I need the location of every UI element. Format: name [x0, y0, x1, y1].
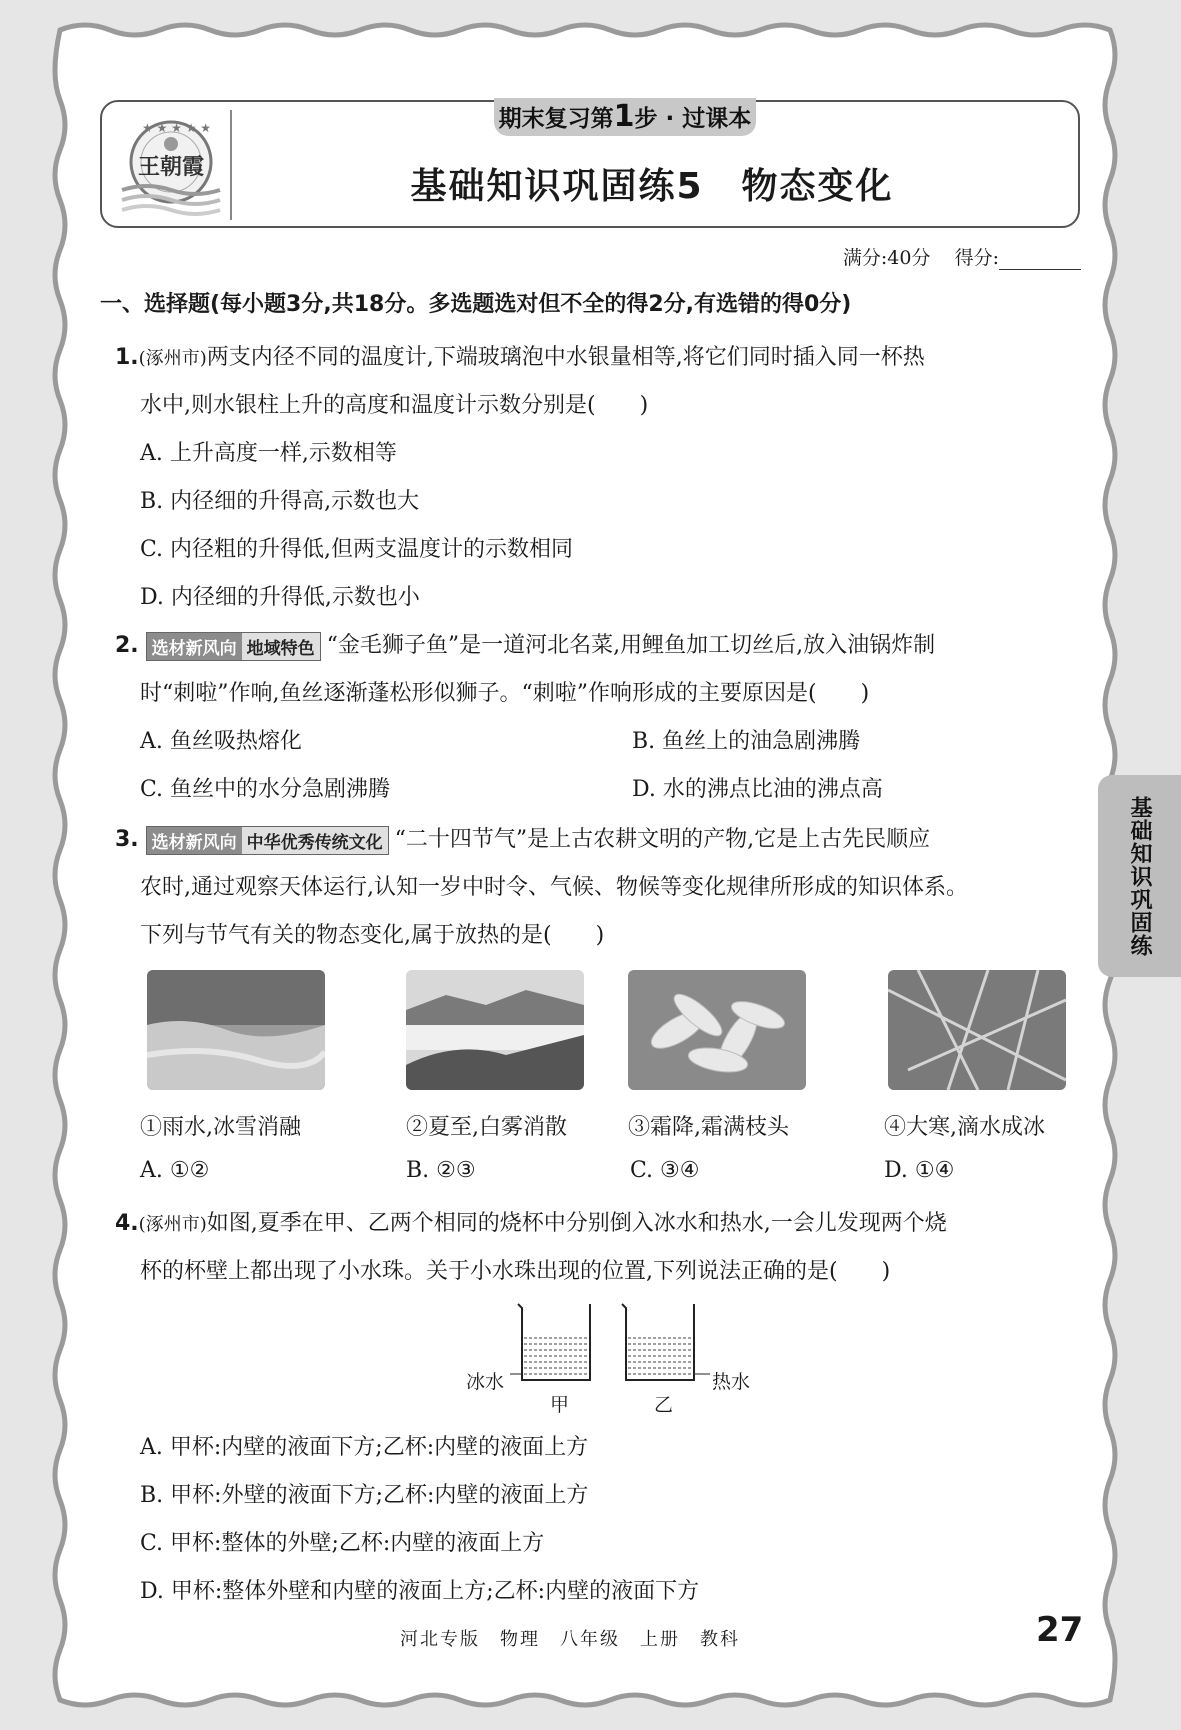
step-tab	[494, 98, 756, 136]
q1-text: 两支内径不同的温度计,下端玻璃泡中水银量相等,将它们同时插入同一杯热	[206, 345, 925, 370]
q1-option-a[interactable]: A. 上升高度一样,示数相等	[140, 441, 397, 466]
q3-option-d[interactable]: D. ①④	[884, 1158, 955, 1183]
q2-tag-secondary: 地域特色	[242, 633, 320, 660]
q3-tag-secondary: 中华优秀传统文化	[242, 827, 388, 854]
svg-text:王朝霞: 王朝霞	[137, 154, 205, 180]
score-blank[interactable]	[999, 251, 1081, 270]
score-line	[843, 243, 1081, 270]
q2-tag	[146, 632, 321, 661]
q3-tag	[146, 826, 389, 855]
q3-text: “二十四节气”是上古农耕文明的产物,它是上古先民顺应	[394, 827, 931, 852]
q1-source: (涿州市)	[138, 348, 207, 369]
step-suffix: 步 · 过课本	[634, 106, 752, 132]
full-score: 满分:40分	[842, 247, 931, 269]
q3-caption-1: ①雨水,冰雪消融	[140, 1115, 301, 1140]
q4-source: (涿州市)	[138, 1214, 207, 1235]
q4-line1	[115, 1206, 947, 1237]
q3-option-b[interactable]: B. ②③	[406, 1158, 476, 1183]
page-title: 基础知识巩固练5 物态变化	[410, 166, 894, 207]
q3-caption-3: ③霜降,霜满枝头	[628, 1115, 789, 1140]
q2-line2: 时“刺啦”作响,鱼丝逐渐蓬松形似狮子。“刺啦”作响形成的主要原因是( )	[140, 681, 870, 706]
q2-number: 2.	[115, 633, 139, 658]
q2-option-a[interactable]: A. 鱼丝吸热熔化	[140, 729, 302, 754]
page-number: 27	[1036, 1610, 1084, 1650]
q2-option-c[interactable]: C. 鱼丝中的水分急剧沸腾	[140, 777, 391, 802]
svg-text:★ ★ ★ ★ ★: ★ ★ ★ ★ ★	[142, 121, 212, 135]
q2-tag-primary: 选材新风向	[147, 633, 242, 660]
q3-line1	[115, 822, 930, 855]
q3-option-a[interactable]: A. ①②	[140, 1158, 210, 1183]
q1-option-d[interactable]: D. 内径细的升得低,示数也小	[140, 585, 420, 610]
q4-option-d[interactable]: D. 甲杯:整体外壁和内壁的液面上方;乙杯:内壁的液面下方	[140, 1579, 700, 1604]
q2-option-d[interactable]: D. 水的沸点比油的沸点高	[632, 777, 883, 802]
label-yi: 乙	[654, 1394, 674, 1416]
q2-line1	[115, 628, 935, 661]
q4-text: 如图,夏季在甲、乙两个相同的烧杯中分别倒入冰水和热水,一会儿发现两个烧	[206, 1211, 947, 1236]
q4-option-a[interactable]: A. 甲杯:内壁的液面下方;乙杯:内壁的液面上方	[140, 1435, 589, 1460]
q3-caption-2: ②夏至,白雾消散	[406, 1115, 567, 1140]
photo-icy-branches	[888, 970, 1066, 1090]
q3-number: 3.	[115, 827, 139, 852]
beaker-yi	[622, 1304, 694, 1380]
step-number: 1	[613, 99, 635, 134]
q3-tag-primary: 选材新风向	[147, 827, 242, 854]
section-heading: 一、选择题(每小题3分,共18分。多选题选对但不全的得2分,有选错的得0分)	[100, 292, 852, 317]
beaker-figure	[510, 1300, 710, 1385]
q2-option-b[interactable]: B. 鱼丝上的油急剧沸腾	[632, 729, 861, 754]
q1-line2: 水中,则水银柱上升的高度和温度计示数分别是( )	[140, 393, 649, 418]
header-box	[100, 100, 1080, 228]
label-jia: 甲	[550, 1394, 570, 1416]
q3-line2: 农时,通过观察天体运行,认知一岁中时令、气候、物候等变化规律所形成的知识体系。	[140, 875, 968, 900]
step-prefix: 期末复习第	[498, 106, 614, 132]
photo-ice-melting	[147, 970, 325, 1090]
q1-option-c[interactable]: C. 内径粗的升得低,但两支温度计的示数相同	[140, 537, 574, 562]
q4-option-c[interactable]: C. 甲杯:整体的外壁;乙杯:内壁的液面上方	[140, 1531, 545, 1556]
label-ice-water: 冰水	[466, 1371, 505, 1393]
footer-info: 河北专版 物理 八年级 上册 教科	[400, 1629, 740, 1650]
q1-number: 1.	[115, 345, 139, 370]
q4-number: 4.	[115, 1211, 139, 1236]
q2-text: “金毛狮子鱼”是一道河北名菜,用鲤鱼加工切丝后,放入油锅炸制	[326, 633, 936, 658]
q3-line3: 下列与节气有关的物态变化,属于放热的是( )	[140, 923, 605, 948]
got-score-label: 得分:	[954, 247, 999, 269]
label-hot-water: 热水	[712, 1371, 751, 1393]
q1-line1	[115, 340, 925, 371]
q1-option-b[interactable]: B. 内径细的升得高,示数也大	[140, 489, 420, 514]
q3-caption-4: ④大寒,滴水成冰	[884, 1115, 1045, 1140]
photo-frost-leaves	[628, 970, 806, 1090]
q4-line2: 杯的杯壁上都出现了小水珠。关于小水珠出现的位置,下列说法正确的是( )	[140, 1259, 891, 1284]
brand-logo	[112, 112, 230, 218]
side-tab: 基础知识巩固练	[1098, 775, 1181, 977]
beaker-jia	[518, 1304, 590, 1380]
q4-option-b[interactable]: B. 甲杯:外壁的液面下方;乙杯:内壁的液面上方	[140, 1483, 589, 1508]
q3-option-c[interactable]: C. ③④	[630, 1158, 700, 1183]
photo-fog-mountains	[406, 970, 584, 1090]
